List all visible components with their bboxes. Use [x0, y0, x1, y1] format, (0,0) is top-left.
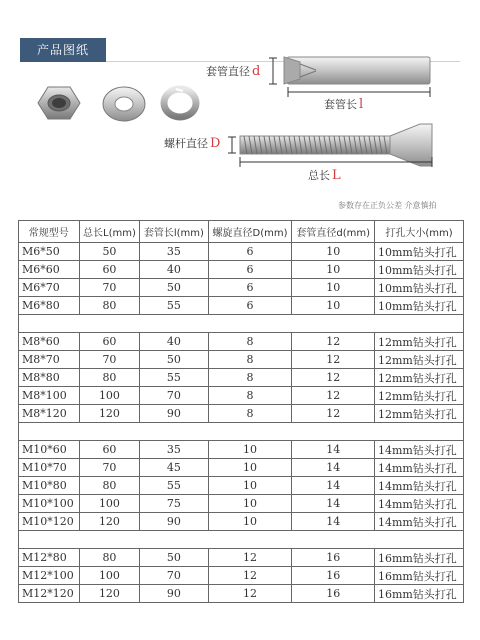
table-cell: 120 [79, 405, 140, 423]
table-row [19, 459, 464, 477]
table-cell: 8 [208, 387, 292, 405]
table-cell: M6*50 [19, 243, 80, 261]
table-cell: 55 [140, 369, 208, 387]
table-cell: 6 [208, 297, 292, 315]
table-cell: 12 [292, 387, 374, 405]
table-cell: 14 [292, 441, 374, 459]
table-cell: M10*70 [19, 459, 80, 477]
table-cell: 40 [140, 261, 208, 279]
table-cell: 14 [292, 477, 374, 495]
table-row [19, 513, 464, 531]
table-row [19, 297, 464, 315]
table-cell: 55 [140, 477, 208, 495]
header-cell: 套管直径d(mm) [292, 221, 374, 243]
table-cell: M6*80 [19, 297, 80, 315]
screw-diameter-label: 螺杆直径 D [164, 136, 221, 151]
table-cell: 80 [79, 549, 140, 567]
table-cell: 14 [292, 459, 374, 477]
header-cell: 总长L(mm) [79, 221, 140, 243]
table-cell: M12*100 [19, 567, 80, 585]
hex-nut-image [38, 87, 80, 119]
table-cell: 12 [208, 567, 292, 585]
table-cell: 8 [208, 369, 292, 387]
table-cell: 8 [208, 333, 292, 351]
header-cell: 常规型号 [19, 221, 80, 243]
table-row [19, 477, 464, 495]
table-cell: 12mm钻头打孔 [374, 333, 463, 351]
sleeve-image [284, 57, 430, 84]
table-cell: 70 [140, 567, 208, 585]
table-cell: 50 [140, 351, 208, 369]
table-cell: M8*60 [19, 333, 80, 351]
table-row [19, 351, 464, 369]
table-row [19, 495, 464, 513]
table-cell: 16 [292, 585, 374, 603]
spring-washer-image [164, 89, 196, 117]
table-cell: 10 [292, 261, 374, 279]
table-row [19, 333, 464, 351]
table-cell: 10 [208, 513, 292, 531]
table-cell: 80 [79, 477, 140, 495]
table-cell: 70 [79, 279, 140, 297]
table-cell: 12mm钻头打孔 [374, 369, 463, 387]
table-row [19, 567, 464, 585]
table-cell: 10 [292, 297, 374, 315]
table-cell: 10 [292, 243, 374, 261]
table-cell: 80 [79, 297, 140, 315]
group-spacer-row [19, 423, 464, 441]
table-cell: 90 [140, 513, 208, 531]
table-cell: 45 [140, 459, 208, 477]
group-spacer-row [19, 531, 464, 549]
group-spacer-row [19, 315, 464, 333]
table-cell: 10 [292, 279, 374, 297]
table-cell: 90 [140, 585, 208, 603]
table-row [19, 441, 464, 459]
table-cell: 16 [292, 567, 374, 585]
table-cell: M10*60 [19, 441, 80, 459]
table-cell: 100 [79, 495, 140, 513]
table-row [19, 405, 464, 423]
table-cell: 12 [208, 549, 292, 567]
table-header-row [19, 221, 464, 243]
table-cell: 8 [208, 351, 292, 369]
table-cell: 12 [292, 351, 374, 369]
spec-table-body [19, 243, 464, 603]
table-cell: 14mm钻头打孔 [374, 495, 463, 513]
table-cell: M8*80 [19, 369, 80, 387]
table-cell: 55 [140, 297, 208, 315]
table-cell: 10 [208, 477, 292, 495]
table-cell: M8*70 [19, 351, 80, 369]
table-row [19, 549, 464, 567]
table-cell: 12mm钻头打孔 [374, 387, 463, 405]
table-row [19, 279, 464, 297]
table-cell: 14mm钻头打孔 [374, 513, 463, 531]
table-cell: 6 [208, 261, 292, 279]
table-cell: 80 [79, 369, 140, 387]
table-cell: 14mm钻头打孔 [374, 477, 463, 495]
table-cell: 35 [140, 243, 208, 261]
table-cell: 120 [79, 585, 140, 603]
table-cell: 6 [208, 279, 292, 297]
table-cell: 75 [140, 495, 208, 513]
table-cell: 16mm钻头打孔 [374, 567, 463, 585]
table-cell: 10mm钻头打孔 [374, 297, 463, 315]
table-cell: 90 [140, 405, 208, 423]
table-cell: 10mm钻头打孔 [374, 243, 463, 261]
table-cell: 12mm钻头打孔 [374, 405, 463, 423]
table-row [19, 369, 464, 387]
table-cell: 14 [292, 513, 374, 531]
spec-table [18, 220, 464, 603]
table-cell: 6 [208, 243, 292, 261]
total-length-label: 总长 L [308, 168, 341, 183]
table-row [19, 387, 464, 405]
table-cell: 60 [79, 441, 140, 459]
table-cell: 70 [79, 459, 140, 477]
sleeve-diameter-label: 套管直径 d [206, 64, 261, 79]
header-cell: 套管长l(mm) [140, 221, 208, 243]
table-cell: 70 [140, 387, 208, 405]
table-cell: M10*120 [19, 513, 80, 531]
table-cell: 10 [208, 441, 292, 459]
flat-washer-image [103, 87, 145, 121]
sleeve-length-label: 套管长 l [324, 97, 364, 112]
table-cell: 14mm钻头打孔 [374, 441, 463, 459]
table-cell: M12*120 [19, 585, 80, 603]
table-row [19, 585, 464, 603]
table-cell: M12*80 [19, 549, 80, 567]
spacer-cell [19, 531, 464, 549]
header-cell: 打孔大小(mm) [374, 221, 463, 243]
section-title: 产品图纸 [20, 38, 106, 62]
table-cell: M10*100 [19, 495, 80, 513]
tolerance-note: 参数存在正负公差 介意慎拍 [338, 201, 437, 210]
table-cell: 12 [292, 405, 374, 423]
spacer-cell [19, 423, 464, 441]
table-cell: 60 [79, 261, 140, 279]
table-cell: M8*100 [19, 387, 80, 405]
table-cell: 50 [79, 243, 140, 261]
table-cell: 70 [79, 351, 140, 369]
table-cell: 100 [79, 387, 140, 405]
product-drawing [0, 0, 480, 215]
table-cell: 16mm钻头打孔 [374, 585, 463, 603]
table-cell: 10 [208, 495, 292, 513]
table-cell: 35 [140, 441, 208, 459]
table-cell: 40 [140, 333, 208, 351]
table-row [19, 261, 464, 279]
table-cell: 14 [292, 495, 374, 513]
table-cell: 12 [208, 585, 292, 603]
table-cell: 16 [292, 549, 374, 567]
spacer-cell [19, 315, 464, 333]
table-cell: M6*70 [19, 279, 80, 297]
table-cell: M8*120 [19, 405, 80, 423]
table-cell: 10 [208, 459, 292, 477]
table-cell: M6*60 [19, 261, 80, 279]
table-cell: 14mm钻头打孔 [374, 459, 463, 477]
table-cell: 8 [208, 405, 292, 423]
table-cell: 10mm钻头打孔 [374, 261, 463, 279]
table-cell: 100 [79, 567, 140, 585]
table-cell: 50 [140, 549, 208, 567]
table-cell: 60 [79, 333, 140, 351]
table-cell: 50 [140, 279, 208, 297]
table-row [19, 243, 464, 261]
table-cell: 12mm钻头打孔 [374, 351, 463, 369]
table-cell: M10*80 [19, 477, 80, 495]
table-cell: 120 [79, 513, 140, 531]
table-cell: 12 [292, 369, 374, 387]
table-cell: 16mm钻头打孔 [374, 549, 463, 567]
table-cell: 10mm钻头打孔 [374, 279, 463, 297]
table-cell: 12 [292, 333, 374, 351]
header-cell: 螺旋直径D(mm) [208, 221, 292, 243]
